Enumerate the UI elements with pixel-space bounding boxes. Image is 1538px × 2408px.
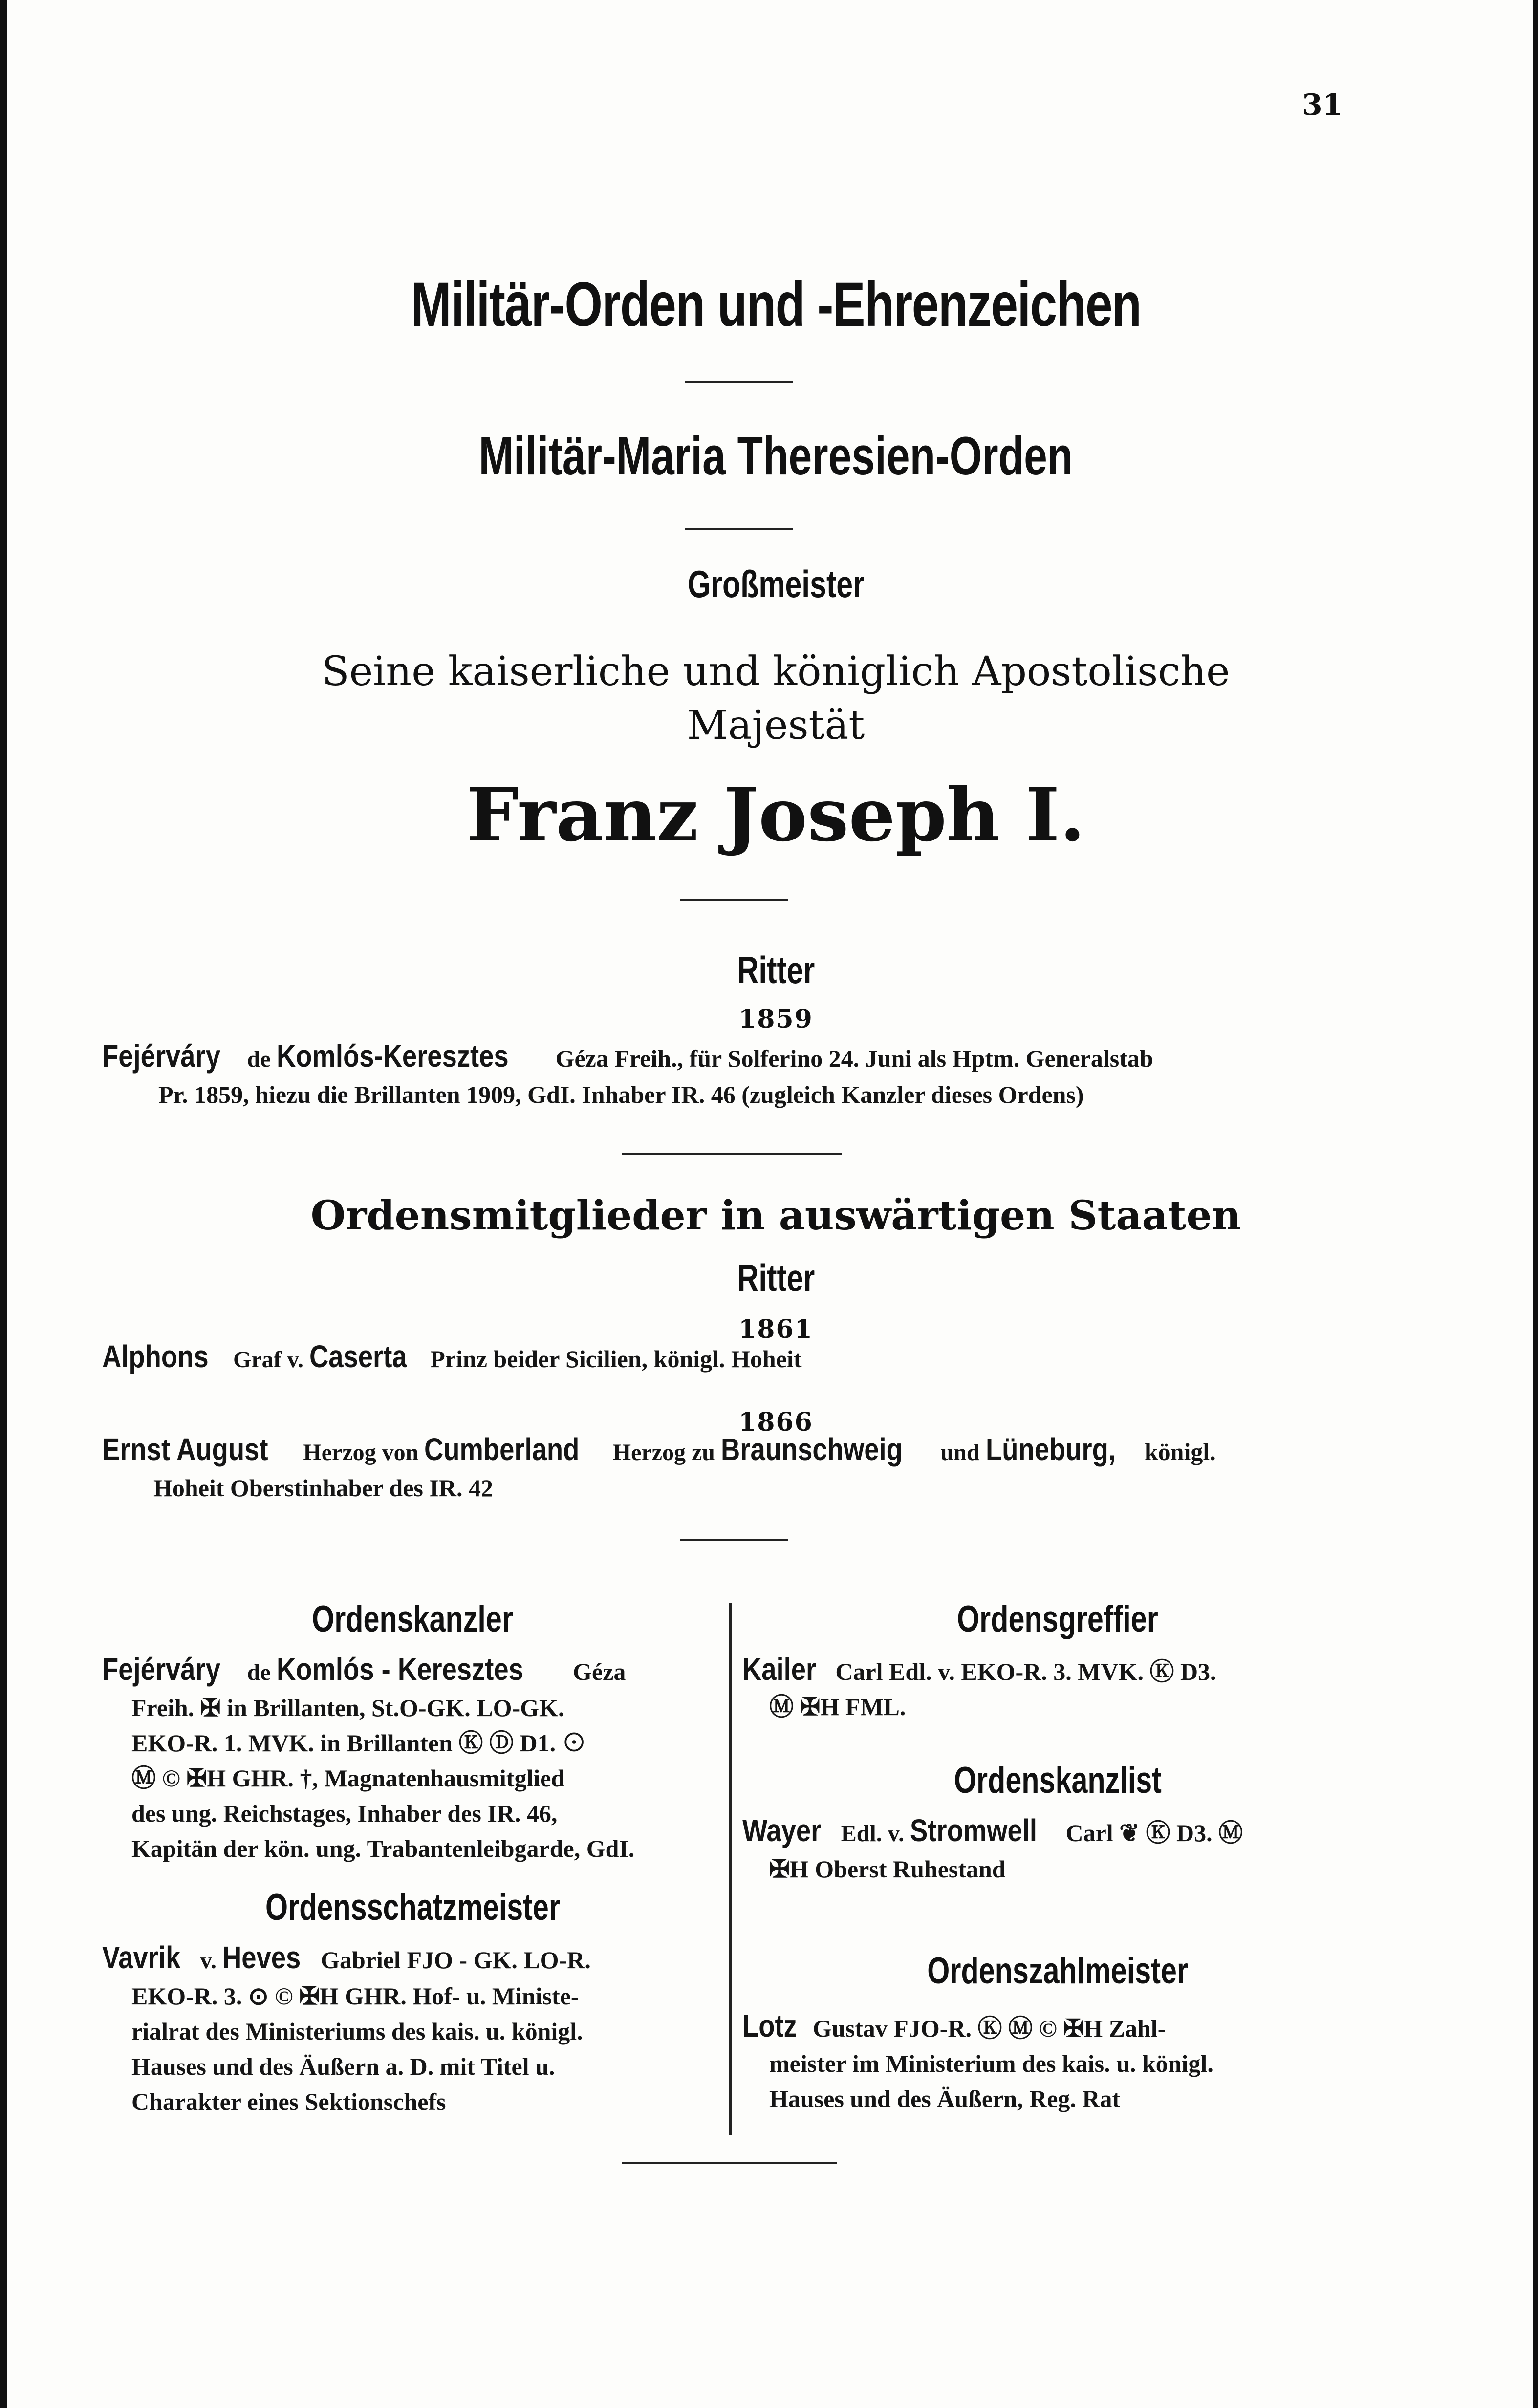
divider-rule <box>680 1539 788 1541</box>
page-title: Militär-Orden und -Ehrenzeichen <box>411 270 1141 340</box>
entry-text: Géza <box>566 1658 626 1685</box>
person-name: Ernst August <box>102 1432 268 1467</box>
ritter-year: 1859 <box>738 1004 813 1034</box>
grossmeister-name: Franz Joseph I. <box>466 772 1085 858</box>
entry-text: Ⓜ ✠H FML. <box>769 1693 906 1720</box>
place-name: Lüneburg, <box>985 1432 1116 1467</box>
entry-text: ✠H Oberst Ruhestand <box>769 1855 1006 1883</box>
schatzmeister-entry <box>102 1940 723 2119</box>
year-label: 1866 <box>738 1407 813 1437</box>
entry-text: Gustav FJO-R. Ⓚ Ⓜ © ✠H Zahl- <box>806 2015 1166 2042</box>
kanzler-heading: Ordenskanzler <box>312 1598 513 1640</box>
foreign-entry-1 <box>102 1339 1461 1377</box>
entry-text: Hoheit Oberstinhaber des IR. 42 <box>153 1474 493 1502</box>
entry-text: rialrat des Ministeriums des kais. u. königl. <box>131 2018 583 2045</box>
person-name: Fejérváry <box>102 1652 220 1687</box>
ritter-heading: Ritter <box>737 948 815 991</box>
foreign-heading: Ordensmitglieder in auswärtigen Staaten <box>310 1192 1241 1239</box>
entry-text: Hauses und des Äußern a. D. mit Titel u. <box>131 2053 555 2080</box>
entry-text: Prinz beider Sicilien, königl. Hoheit <box>424 1345 802 1373</box>
grossmeister-line1: Seine kaiserliche und königlich Apostolische <box>322 648 1230 695</box>
page-number: 31 <box>1302 88 1343 122</box>
ritter-entry <box>102 1038 1461 1112</box>
name-particle: Herzog zu <box>607 1440 721 1465</box>
entry-text: Hauses und des Äußern, Reg. Rat <box>769 2085 1121 2112</box>
name-particle: de <box>241 1659 277 1685</box>
entry-text: königl. <box>1138 1438 1216 1465</box>
entry-text: EKO-R. 3. ⊙ © ✠H GHR. Hof- u. Ministe- <box>131 1982 579 2010</box>
entry-text: Ⓜ © ✠H GHR. †, Magnatenhausmitglied <box>131 1764 565 1792</box>
entry-text: Freih. ✠ in Brillanten, St.O-GK. LO-GK. <box>131 1694 564 1721</box>
place-name: Braunschweig <box>720 1432 903 1467</box>
year-label: 1861 <box>738 1314 813 1344</box>
name-particle: Herzog von <box>297 1440 425 1465</box>
kanzler-entry <box>102 1652 723 1866</box>
grossmeister-title <box>7 645 1538 752</box>
zahlmeister-entry <box>742 2008 1378 2116</box>
person-name: Kailer <box>742 1652 817 1687</box>
person-name: Wayer <box>742 1813 822 1848</box>
grossmeister-heading: Großmeister <box>687 562 865 605</box>
person-name: Fejérváry <box>102 1038 220 1074</box>
divider-rule <box>680 899 788 901</box>
entry-text: Kapitän der kön. ung. Trabantenleibgarde, GdI. <box>131 1835 635 1862</box>
person-name: Vavrik <box>102 1940 181 1975</box>
kanzlist-entry <box>742 1813 1378 1887</box>
person-name: Alphons <box>102 1339 209 1374</box>
name-particle: und <box>934 1440 986 1465</box>
entry-text: Carl Edl. v. EKO-R. 3. MVK. Ⓚ D3. <box>829 1658 1216 1685</box>
bottom-rule <box>622 2162 837 2164</box>
entry-text: Charakter eines Sektionschefs <box>131 2088 446 2115</box>
entry-text: Carl ❦ Ⓚ D3. Ⓜ <box>1059 1819 1243 1847</box>
divider-rule <box>685 381 793 383</box>
place-name: Stromwell <box>910 1813 1038 1848</box>
greffier-entry <box>742 1652 1378 1724</box>
entry-text: des ung. Reichstages, Inhaber des IR. 46, <box>131 1800 558 1827</box>
grossmeister-line2: Majestät <box>687 702 865 749</box>
entry-text: Gabriel FJO - GK. LO-R. <box>314 1946 591 1974</box>
schatzmeister-heading: Ordensschatzmeister <box>265 1887 560 1928</box>
zahlmeister-heading: Ordenszahlmeister <box>927 1950 1188 1992</box>
entry-text: EKO-R. 1. MVK. in Brillanten Ⓚ Ⓓ D1. ⊙ <box>131 1729 586 1757</box>
divider-rule <box>685 528 793 530</box>
name-particle: Graf v. <box>227 1347 309 1373</box>
entry-text: Pr. 1859, hiezu die Brillanten 1909, GdI. Inhaber IR. 46 (zugleich Kanzler dieses Ordens) <box>158 1081 1084 1108</box>
place-name: Komlós - Keresztes <box>276 1652 523 1687</box>
column-divider <box>729 1603 732 2135</box>
place-name: Cumberland <box>424 1432 580 1467</box>
person-name: Lotz <box>742 2008 797 2043</box>
entry-text: meister im Ministerium des kais. u. königl. <box>769 2050 1213 2077</box>
greffier-heading: Ordensgreffier <box>957 1598 1158 1640</box>
name-particle: Edl. v. <box>835 1821 910 1847</box>
kanzlist-heading: Ordenskanzlist <box>953 1760 1162 1801</box>
place-name: Komlós-Keresztes <box>276 1038 509 1074</box>
foreign-ritter-heading: Ritter <box>737 1256 815 1299</box>
foreign-entry-2 <box>102 1432 1461 1505</box>
place-name: Heves <box>222 1940 301 1975</box>
name-particle: v. <box>194 1948 222 1974</box>
divider-rule <box>622 1153 842 1155</box>
entry-text: Géza Freih., für Solferino 24. Juni als Hptm. Generalstab <box>549 1045 1153 1072</box>
name-particle: de <box>241 1046 277 1072</box>
place-name: Caserta <box>309 1339 407 1374</box>
order-title: Militär-Maria Theresien-Orden <box>478 426 1073 486</box>
